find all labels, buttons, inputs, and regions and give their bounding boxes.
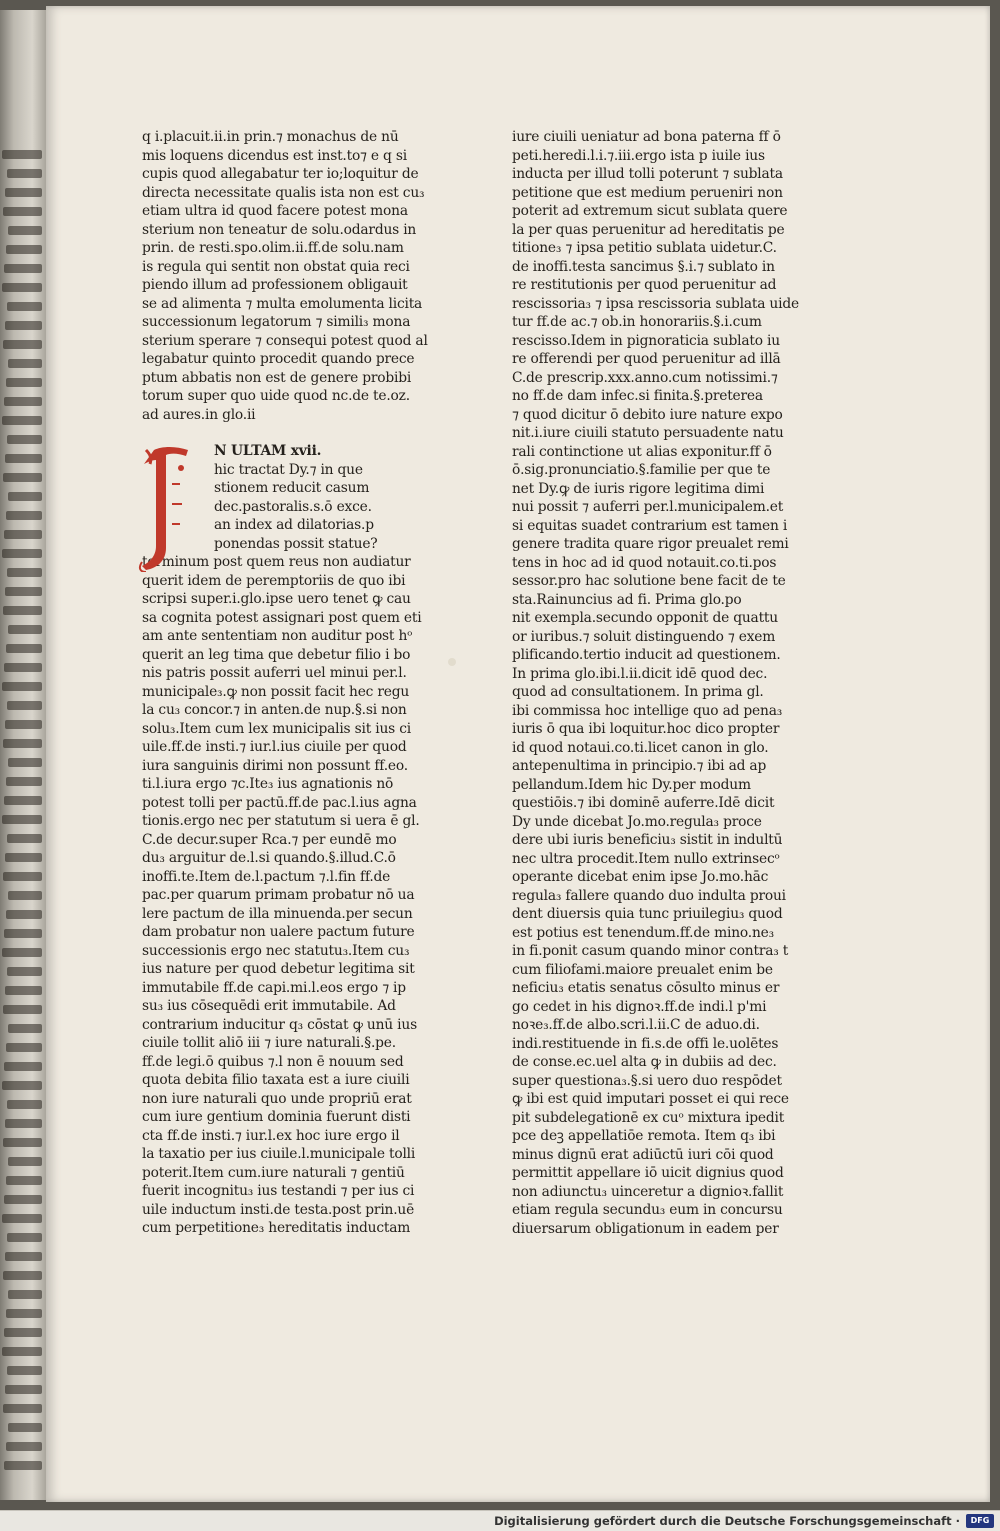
previous-page-text-fragment [2,1347,42,1356]
text-line: diuersarum obligationum in eadem per [512,1220,779,1237]
text-line: solu₃.Item cum lex municipalis sit ius ci [142,720,411,737]
text-line: ad aures.in glo.ii [142,406,256,423]
text-line: ciuile tollit aliō iii ⁊ iure naturali.§.pe. [142,1035,396,1051]
text-line: plificando.tertio inducit ad questionem. [512,647,781,663]
text-line: nit.i.iure ciuili statuto persuadente natu [512,425,784,441]
previous-page-edge [0,10,46,1500]
previous-page-text-fragment [2,150,42,159]
text-line: rescisso.Idem in pignoraticia sublato iu [512,332,780,349]
text-line: an index ad dilatorias.p [214,517,374,533]
previous-page-text-fragment [6,777,42,786]
previous-page-text-fragment [2,283,42,292]
text-line: successionum legatorum ⁊ simili₃ mona [142,314,411,330]
text-line: prin. de resti.spo.olim.ii.ff.de solu.nam [142,240,404,256]
previous-page-text-fragment [2,1214,42,1223]
text-line: dam probatur non ualere pactum future [142,924,415,940]
previous-page-text-fragment [6,1043,42,1052]
text-line: dent diuersis quia tunc priuilegiu₃ quod [512,906,783,922]
text-line: potest tolli per pactū.ff.de pac.l.ius agna [142,794,417,811]
text-line: uile.ff.de insti.⁊ iur.l.ius ciuile per quod [142,739,407,755]
previous-page-text-fragment [3,340,42,349]
previous-page-text-fragment [3,606,42,615]
text-line: In prima glo.ibi.l.ii.dicit idē quod dec. [512,665,768,682]
text-line: cta ff.de insti.⁊ iur.l.ex hoc iure ergo il [142,1127,400,1144]
previous-page-text-fragment [8,226,42,235]
text-line: cum filiofami.maiore preualet enim be [512,961,773,978]
text-line: directa necessitate qualis ista non est cu₃ [142,184,425,201]
text-line: est potius est tenendum.ff.de mino.ne₃ [512,924,774,941]
previous-page-text-fragment [5,587,42,596]
text-line: la cu₃ concor.⁊ in anten.de nup.§.si non [142,702,407,718]
previous-page-text-fragment [3,473,42,482]
previous-page-text-fragment [7,169,42,178]
previous-page-text-fragment [6,378,42,387]
previous-page-text-fragment [4,1461,42,1470]
previous-page-text-fragment [2,682,42,691]
text-line: ⁊ quod dicitur ō debito iure nature expo [512,406,783,423]
text-line: rescissoria₃ ⁊ ipsa rescissoria sublata uide [512,295,799,312]
text-line: ti.l.iura ergo ⁊c.Ite₃ ius agnationis nō [142,776,394,792]
previous-page-text-fragment [5,1385,42,1394]
text-line: querit an leg tima que debetur filio i bo [142,646,411,663]
paper-stain [448,658,456,666]
previous-page-text-fragment [8,1024,42,1033]
text-line: noꝛe₃.ff.de albo.scri.l.ii.C de aduo.di. [512,1017,760,1033]
previous-page-text-fragment [7,1366,42,1375]
text-line: nui possit ⁊ auferri per.l.municipalem.et [512,499,784,515]
text-line: pit subdelegationē ex cuᵒ mixtura ipedit [512,1109,785,1126]
previous-page-text-fragment [3,1005,42,1014]
text-line: questiōis.⁊ ibi dominē auferre.Idē dicit [512,795,775,811]
previous-page-text-fragment [3,207,42,216]
previous-page-text-fragment [4,796,42,805]
previous-page-text-fragment [7,568,42,577]
previous-page-text-fragment [3,872,42,881]
text-line: tur ff.de ac.⁊ ob.in honorariis.§.i.cum [512,314,762,330]
previous-page-text-fragment [6,1176,42,1185]
text-line: quod ad consultationem. In prima gl. [512,684,764,700]
text-line: Dy unde dicebat Jo.mo.regula₃ proce [512,813,762,830]
previous-page-text-fragment [6,245,42,254]
left-column-opening-lines [142,128,434,424]
text-line: dec.pastoralis.s.ō exce. [214,498,372,515]
text-line: am ante sententiam non auditur post hᵒ [142,628,413,644]
book-page [46,6,990,1502]
text-line: is regula qui sentit non obstat quia reci [142,258,410,275]
text-line: iura sanguinis dirimi non possunt ff.eo. [142,757,408,774]
previous-page-text-fragment [8,1423,42,1432]
text-line: regula₃ fallere quando duo indulta proui [512,887,786,904]
text-line: etiam regula secundu₃ eum in concursu [512,1202,783,1218]
digitization-footer [0,1510,1000,1531]
text-line: immutabile ff.de capi.mi.l.eos ergo ⁊ ip [142,979,406,996]
text-line: la taxatio per ius ciuile.l.municipale tolli [142,1146,416,1162]
text-line: nit exempla.secundo opponit de quattu [512,610,778,626]
previous-page-text-fragment [8,359,42,368]
text-line: in fi.ponit casum quando minor contra₃ t [512,943,789,959]
text-line: super questiona₃.§.si uero duo respōdet [512,1072,782,1089]
text-line: go cedet in his dignoꝛ.ff.de indi.l p'mi [512,998,767,1015]
text-line: ibi commissa hoc intellige quo ad pena₃ [512,702,783,719]
text-line: tens in hoc ad id quod notauit.co.ti.pos [512,554,777,571]
text-line: ptum abbatis non est de genere probibi [142,369,412,386]
previous-page-text-fragment [5,188,42,197]
text-line: pellandum.Idem hic Dy.per modum [512,776,751,793]
left-text-column [142,128,434,1238]
text-line: fuerit incognitu₃ ius testandi ⁊ per ius ci [142,1183,415,1199]
right-column-lines [512,128,818,1238]
left-column-body-lines [142,553,434,1238]
text-line: du₃ arguitur de.l.si quando.§.illud.C.ō [142,850,396,866]
previous-page-text-fragment [7,701,42,710]
previous-page-text-fragment [5,986,42,995]
previous-page-text-fragment [4,1195,42,1204]
previous-page-text-fragment [3,1138,42,1147]
text-line: ius nature per quod debetur legitima sit [142,961,415,977]
right-text-column [512,128,818,1238]
text-line: inoffi.te.Item de.l.pactum ⁊.l.fin ff.de [142,868,391,885]
text-line: ponendas possit statue? [214,535,378,552]
text-line: terminum post quem reus non audiatur [142,554,411,570]
previous-page-text-fragment [7,967,42,976]
text-line: piendo illum ad professionem obligauit [142,277,408,293]
previous-page-text-fragment [6,910,42,919]
previous-page-text-fragment [7,1100,42,1109]
text-line: peti.heredi.l.i.⁊.iii.ergo ista p iuile ius [512,147,765,164]
text-line: re offerendi per quod peruenitur ad illā [512,351,781,367]
text-line: N ULTAM xvii. [214,443,322,459]
text-line: lere pactum de illa minuenda.per secun [142,905,413,922]
text-line: cupis quod allegabatur ter io;loquitur de [142,166,419,182]
text-line: ff.de legi.ō quibus ⁊.l non ē nouum sed [142,1053,404,1070]
previous-page-text-fragment [7,834,42,843]
text-line: tionis.ergo nec per statutum si uera ē gl. [142,813,420,829]
text-line: petitione que est medium perueniri non [512,184,783,201]
previous-page-text-fragment [5,321,42,330]
previous-page-text-fragment [6,511,42,520]
text-line: iuris ō qua ibi loquitur.hoc dico propter [512,721,780,737]
previous-page-text-fragment [3,739,42,748]
text-line: or iuribus.⁊ soluit distinguendo ⁊ exem [512,628,776,645]
previous-page-text-fragment [4,1328,42,1337]
previous-page-text-fragment [5,1119,42,1128]
text-line: operante dicebat enim ipse Jo.mo.hāc [512,869,769,885]
previous-page-text-fragment [6,1309,42,1318]
text-line: sa cognita potest assignari post quem eti [142,609,422,626]
text-line: rali continctione ut alias exponitur.ff ō [512,443,772,460]
previous-page-text-fragment [4,929,42,938]
text-line: sessor.pro hac solutione bene facit de te [512,573,786,589]
text-line: cum iure gentium dominia fuerunt disti [142,1109,411,1125]
text-line: nis patris possit auferri uel minui per.l. [142,665,407,681]
text-line: quota debita filio taxata est a iure ciuili [142,1072,410,1088]
text-line: ꝙ ibi est quid imputari posset ei qui rece [512,1091,789,1107]
previous-page-text-fragment [3,1271,42,1280]
text-line: antepenultima in principio.⁊ ibi ad ap [512,758,767,774]
text-line: pce deꝫ appellatiōe remota. Item q₃ ibi [512,1128,776,1144]
previous-page-text-fragment [7,302,42,311]
text-line: re restitutionis per quod peruenitur ad [512,277,777,293]
funding-credit: Digitalisierung gefördert durch die Deutsche Forschungsgemeinschaft · [494,1514,960,1528]
text-line: C.de prescrip.xxx.anno.cum notissimi.⁊ [512,369,778,386]
text-line: sterium sperare ⁊ consequi potest quod al [142,332,428,349]
text-line: titione₃ ⁊ ipsa petitio sublata uidetur.C. [512,240,777,256]
text-line: nec ultra procedit.Item nullo extrinsecᵒ [512,850,780,867]
text-line: poterit.Item cum.iure naturali ⁊ gentiū [142,1164,405,1181]
text-line: sterium non teneatur de solu.odardus in [142,221,417,238]
dfg-logo-icon: DFG [966,1514,994,1528]
text-line: C.de decur.super Rca.⁊ per eundē mo [142,831,397,848]
text-line: indi.restituende in fi.s.de offi le.uolētes [512,1035,779,1052]
text-line: permittit appellare iō uicit dignius quod [512,1165,784,1181]
text-line: pac.per quarum primam probatur nō ua [142,887,415,903]
previous-page-text-fragment [6,1442,42,1451]
text-line: la per quas peruenitur ad hereditatis pe [512,221,785,238]
previous-page-text-fragment [5,720,42,729]
previous-page-text-fragment [3,1404,42,1413]
text-line: si equitas suadet contrarium est tamen i [512,517,788,534]
text-line: torum super quo uide quod nc.de te.oz. [142,388,410,404]
previous-page-text-fragment [4,1062,42,1071]
previous-page-text-fragment [7,435,42,444]
previous-page-text-fragment [8,625,42,634]
text-line: iure ciuili ueniatur ad bona paterna ff ō [512,129,781,145]
text-line: ō.sig.pronunciatio.§.familie per que te [512,462,771,478]
text-line: minus dignū erat adiūctū iuri cōi quod [512,1146,774,1163]
previous-page-text-fragment [2,416,42,425]
previous-page-text-fragment [2,549,42,558]
previous-page-text-fragment [2,1081,42,1090]
previous-page-text-fragment [8,758,42,767]
text-line: querit idem de peremptoriis de quo ibi [142,572,406,589]
previous-page-text-fragment [6,644,42,653]
previous-page-text-fragment [8,1290,42,1299]
previous-page-text-fragment [5,1252,42,1261]
text-line: non iure naturali quo unde propriū erat [142,1090,412,1107]
text-line: de conse.ec.uel alta ꝙ in dubiis ad dec. [512,1054,777,1070]
text-line: legabatur quinto procedit quando prece [142,351,415,367]
previous-page-text-fragment [7,1233,42,1242]
previous-page-text-fragment [2,948,42,957]
text-line: de inoffi.testa sancimus §.i.⁊ sublato in [512,258,775,275]
text-line: no ff.de dam infec.si finita.§.preterea [512,388,763,404]
text-line: municipale₃.ꝙ non possit facit hec regu [142,683,410,700]
text-line: sta.Rainuncius ad fi. Prima glo.po [512,591,742,608]
text-line: successionis ergo nec statutu₃.Item cu₃ [142,942,410,959]
text-line: poterit ad extremum sicut sublata quere [512,203,788,219]
text-line: cum perpetitione₃ hereditatis inductam [142,1220,411,1236]
rubricated-initial-i-icon [136,444,198,572]
text-line: dere ubi iuris beneficiu₃ sistit in indultū [512,832,783,848]
previous-page-text-fragment [5,853,42,862]
text-line: inducta per illud tolli poterunt ⁊ sublata [512,166,783,182]
previous-page-text-fragment [8,891,42,900]
text-line: contrarium inducitur q₃ cōstat ꝙ unū ius [142,1016,417,1033]
text-line: q i.placuit.ii.in prin.⁊ monachus de nū [142,129,399,145]
text-line: net Dy.ꝙ de iuris rigore legitima dimi [512,480,765,497]
previous-page-text-fragment [2,815,42,824]
text-line: id quod notaui.co.ti.licet canon in glo. [512,739,769,756]
previous-page-text-fragment [8,492,42,501]
text-line: non adiunctu₃ uinceretur a dignioꝛ.fallit [512,1183,784,1200]
previous-page-text-fragment [5,454,42,463]
previous-page-text-fragment [8,1157,42,1166]
text-line: genere tradita quare rigor preualet remi [512,536,789,552]
previous-page-text-fragment [4,530,42,539]
text-line: mis loquens dicendus est inst.to⁊ e q si [142,147,407,164]
text-line: scripsi super.i.glo.ipse uero tenet ꝙ cau [142,591,411,607]
previous-page-text-fragment [4,264,42,273]
text-line: se ad alimenta ⁊ multa emolumenta licita [142,295,423,312]
text-line: neficiu₃ etatis senatus cōsulto minus er [512,980,780,996]
text-line: uile inductum insti.de testa.post prin.uē [142,1201,415,1218]
previous-page-text-fragment [4,663,42,672]
text-line: hic tractat Dy.⁊ in que [214,461,363,478]
text-line: etiam ultra id quod facere potest mona [142,203,408,219]
text-line: su₃ ius cōsequēdi erit immutabile. Ad [142,998,396,1014]
text-line: stionem reducit casum [214,480,370,496]
previous-page-text-fragment [4,397,42,406]
